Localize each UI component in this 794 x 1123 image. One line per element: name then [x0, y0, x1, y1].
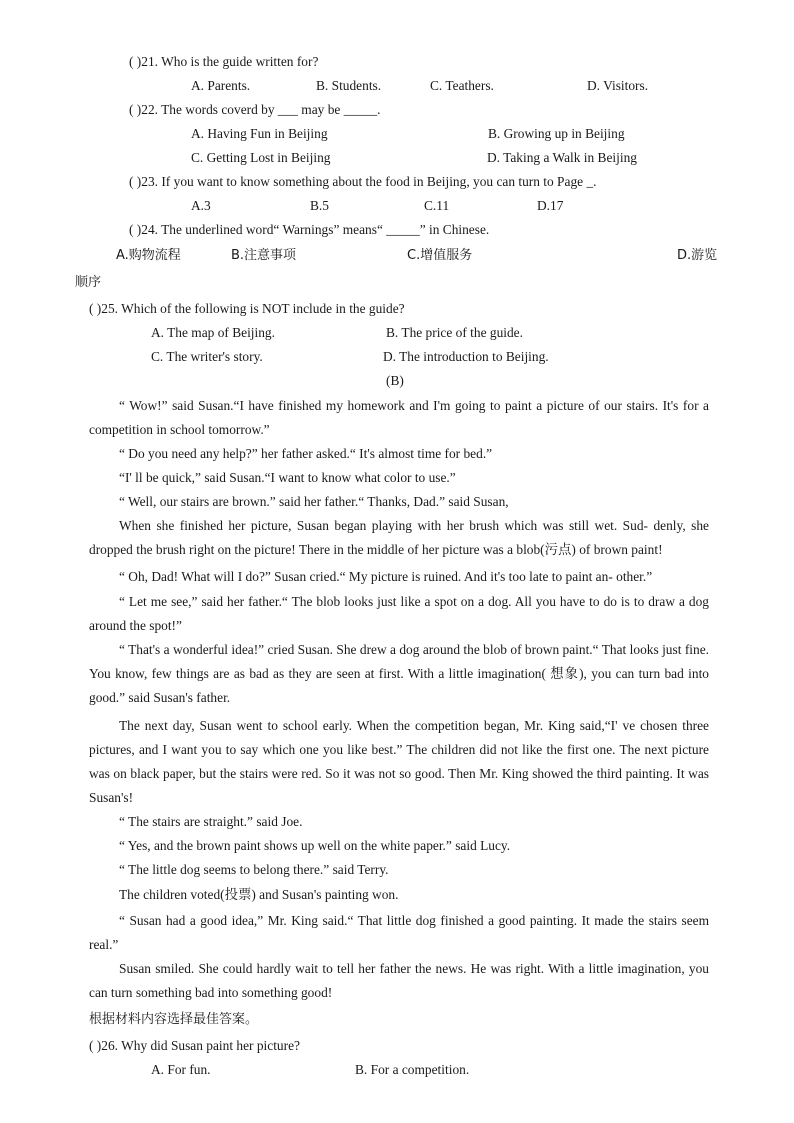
q23-stem: ( )23. If you want to know something about the food in Beijing, you can turn to Page _. — [129, 174, 597, 189]
q21-option-a: A. Parents. — [191, 78, 251, 93]
q24-stem: ( )24. The underlined word“ Warnings” means“ _____” in Chinese. — [129, 222, 490, 237]
q23-option-c: C.11 — [424, 198, 450, 213]
q22-option-b: B. Growing up in Beijing — [488, 126, 625, 141]
q23-option-a: A.3 — [191, 198, 211, 213]
q21-stem: ( )21. Who is the guide written for? — [129, 54, 319, 69]
q21-option-c: C. Teathers. — [430, 78, 494, 93]
passage-paragraph: “ The stairs are straight.” said Joe. — [119, 814, 303, 829]
q21-option-d: D. Visitors. — [587, 78, 649, 93]
q22-stem: ( )22. The words coverd by ___ may be _____. — [129, 102, 381, 117]
section-b-label: (B) — [386, 373, 404, 388]
q25-stem: ( )25. Which of the following is NOT include in the guide? — [89, 301, 405, 316]
q24-option-a: A.购物流程 — [116, 248, 181, 263]
passage-paragraph: The next day, Susan went to school early. When the competition began, Mr. King said,“I' ve chosen three pictures, and I want you to say which one you like best.” The children did not like the first one. The next picture was on black paper, but the stairs were red. So it was not so good. Then Mr. King showed the third painting. It was Susan's! — [89, 718, 709, 805]
q25-option-b: B. The price of the guide. — [386, 325, 523, 340]
q26-option-a: A. For fun. — [151, 1062, 211, 1077]
passage-paragraph: “ Well, our stairs are brown.” said her father.“ Thanks, Dad.” said Susan, — [119, 494, 509, 509]
instruction: 根据材料内容选择最佳答案。 — [89, 1012, 259, 1027]
q23-option-d: D.17 — [537, 198, 564, 213]
q22-option-d: D. Taking a Walk in Beijing — [487, 150, 637, 165]
q24-option-c: C.增值服务 — [407, 248, 473, 263]
passage-paragraph: “I' ll be quick,” said Susan.“I want to know what color to use.” — [119, 470, 456, 485]
q22-option-a: A. Having Fun in Beijing — [191, 126, 328, 141]
q25-option-d: D. The introduction to Beijing. — [383, 349, 549, 364]
q22-option-c: C. Getting Lost in Beijing — [191, 150, 331, 165]
passage-paragraph: “ Wow!” said Susan.“I have finished my homework and I'm going to paint a picture of our stairs. It's for a competition in school tomorrow.” — [89, 398, 709, 437]
passage-paragraph: “ Oh, Dad! What will I do?” Susan cried.“ My picture is ruined. And it's too late to paint an- other.” — [119, 569, 653, 584]
q26-stem: ( )26. Why did Susan paint her picture? — [89, 1038, 300, 1053]
q25-option-a: A. The map of Beijing. — [151, 325, 275, 340]
q24-option-d-continued: 顺序 — [75, 275, 102, 290]
passage-paragraph: “ Susan had a good idea,” Mr. King said.“ That little dog finished a good painting. It made the stairs seem real.” — [89, 913, 709, 952]
passage-paragraph: “ The little dog seems to belong there.” said Terry. — [119, 862, 389, 877]
passage-paragraph: “ Do you need any help?” her father asked.“ It's almost time for bed.” — [119, 446, 493, 461]
q24-option-d: D.游览 — [677, 248, 718, 263]
passage-paragraph: “ Let me see,” said her father.“ The blob looks just like a spot on a dog. All you have to do is to draw a dog around the spot!” — [89, 594, 709, 633]
passage-paragraph: The children voted(投票) and Susan's painting won. — [119, 887, 399, 902]
q23-option-b: B.5 — [310, 198, 329, 213]
q25-option-c: C. The writer's story. — [151, 349, 263, 364]
passage-paragraph: “ That's a wonderful idea!” cried Susan. She drew a dog around the blob of brown paint.“ That looks just fine. You know, few things are as bad as they are seen at first. With a little imagination( 想象), you can turn bad into good.” said Susan's father. — [89, 642, 709, 705]
passage-paragraph: “ Yes, and the brown paint shows up well on the white paper.” said Lucy. — [119, 838, 511, 853]
q21-option-b: B. Students. — [316, 78, 382, 93]
q26-option-b: B. For a competition. — [355, 1062, 470, 1077]
passage-paragraph: Susan smiled. She could hardly wait to tell her father the news. He was right. With a little imagination, you can turn something bad into something good! — [89, 961, 709, 1000]
passage-paragraph: When she finished her picture, Susan began playing with her brush which was still wet. Sud- denly, she dropped the brush right on the picture! There in the middle of her picture was a blob(污点) of brown paint! — [89, 518, 709, 557]
q24-option-b: B.注意事项 — [231, 248, 297, 263]
